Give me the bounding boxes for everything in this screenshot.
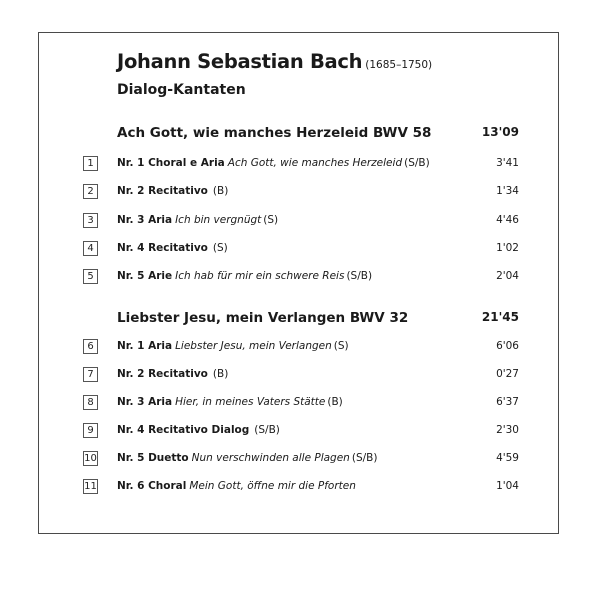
composer-dates: (1685–1750) bbox=[365, 59, 433, 71]
track-voice: (B) bbox=[327, 396, 343, 408]
track-number: 9 bbox=[83, 423, 98, 438]
track-duration: 2'30 bbox=[496, 424, 519, 436]
cantata-duration: 13'09 bbox=[481, 125, 519, 139]
track-number: 4 bbox=[83, 241, 98, 256]
track-row[interactable] bbox=[83, 479, 519, 495]
track-title: Nr. 1 Aria bbox=[117, 340, 173, 352]
track-row[interactable] bbox=[83, 241, 519, 257]
track-duration: 6'37 bbox=[496, 396, 519, 408]
track-number: 5 bbox=[83, 269, 98, 284]
track-duration: 1'34 bbox=[496, 185, 519, 197]
track-voice: (S/B) bbox=[346, 270, 373, 282]
track-title: Nr. 3 Aria bbox=[117, 396, 173, 408]
track-row[interactable] bbox=[83, 339, 519, 355]
track-duration: 0'27 bbox=[496, 368, 519, 380]
track-duration: 4'59 bbox=[496, 452, 519, 464]
track-description: Mein Gott, öffne mir die Pforten bbox=[189, 480, 356, 492]
cantata-title: Liebster Jesu, mein Verlangen BWV 32 bbox=[117, 310, 409, 326]
composer-name: Johann Sebastian Bach bbox=[117, 50, 363, 73]
track-voice: (S/B) bbox=[404, 157, 430, 169]
track-description: Liebster Jesu, mein Verlangen bbox=[175, 340, 332, 352]
album-subtitle: Dialog-Kantaten bbox=[117, 82, 246, 98]
cantata-duration: 21'45 bbox=[481, 310, 519, 324]
track-description: Ich bin vergnügt bbox=[175, 214, 262, 226]
track-title: Nr. 2 Recitativo bbox=[117, 185, 208, 197]
track-voice: (S/B) bbox=[351, 452, 378, 464]
track-number: 8 bbox=[83, 395, 98, 410]
track-number: 1 bbox=[83, 156, 98, 171]
track-duration: 3'41 bbox=[496, 157, 519, 169]
track-voice: (B) bbox=[212, 185, 229, 197]
track-description: Ach Gott, wie manches Herzeleid bbox=[227, 157, 403, 169]
track-title: Nr. 4 Recitativo bbox=[117, 242, 208, 254]
track-row[interactable] bbox=[83, 367, 519, 383]
track-row[interactable] bbox=[83, 451, 519, 467]
track-voice: (S) bbox=[263, 214, 279, 226]
track-duration: 4'46 bbox=[496, 214, 519, 226]
track-voice: (B) bbox=[212, 368, 229, 380]
track-row[interactable] bbox=[83, 184, 519, 200]
track-title: Nr. 1 Choral e Aria bbox=[117, 157, 225, 169]
track-voice: (S) bbox=[333, 340, 349, 352]
track-title: Nr. 2 Recitativo bbox=[117, 368, 208, 380]
track-number: 2 bbox=[83, 184, 98, 199]
track-description: Hier, in meines Vaters Stätte bbox=[175, 396, 326, 408]
cantata-title: Ach Gott, wie manches Herzeleid BWV 58 bbox=[117, 125, 432, 141]
track-row[interactable] bbox=[83, 395, 519, 411]
track-title: Nr. 5 Duetto bbox=[117, 452, 189, 464]
composer-heading bbox=[117, 50, 432, 73]
track-title: Nr. 5 Arie bbox=[117, 270, 173, 282]
track-duration: 1'04 bbox=[496, 480, 519, 492]
track-description: Nun verschwinden alle Plagen bbox=[191, 452, 350, 464]
track-row[interactable] bbox=[83, 213, 519, 229]
track-number: 6 bbox=[83, 339, 98, 354]
track-duration: 2'04 bbox=[496, 270, 519, 282]
track-title: Nr. 3 Aria bbox=[117, 214, 173, 226]
track-number: 7 bbox=[83, 367, 98, 382]
track-number: 3 bbox=[83, 213, 98, 228]
track-title: Nr. 4 Recitativo Dialog bbox=[117, 424, 250, 436]
track-voice: (S/B) bbox=[254, 424, 280, 436]
track-duration: 6'06 bbox=[496, 340, 519, 352]
track-description: Ich hab für mir ein schwere Reis bbox=[175, 270, 345, 282]
track-voice: (S) bbox=[212, 242, 228, 254]
track-row[interactable] bbox=[83, 156, 519, 172]
track-row[interactable] bbox=[83, 269, 519, 285]
track-number: 10 bbox=[84, 453, 97, 464]
track-title: Nr. 6 Choral bbox=[117, 480, 187, 492]
track-number: 11 bbox=[84, 481, 97, 492]
track-duration: 1'02 bbox=[496, 242, 519, 254]
track-row[interactable] bbox=[83, 423, 519, 439]
